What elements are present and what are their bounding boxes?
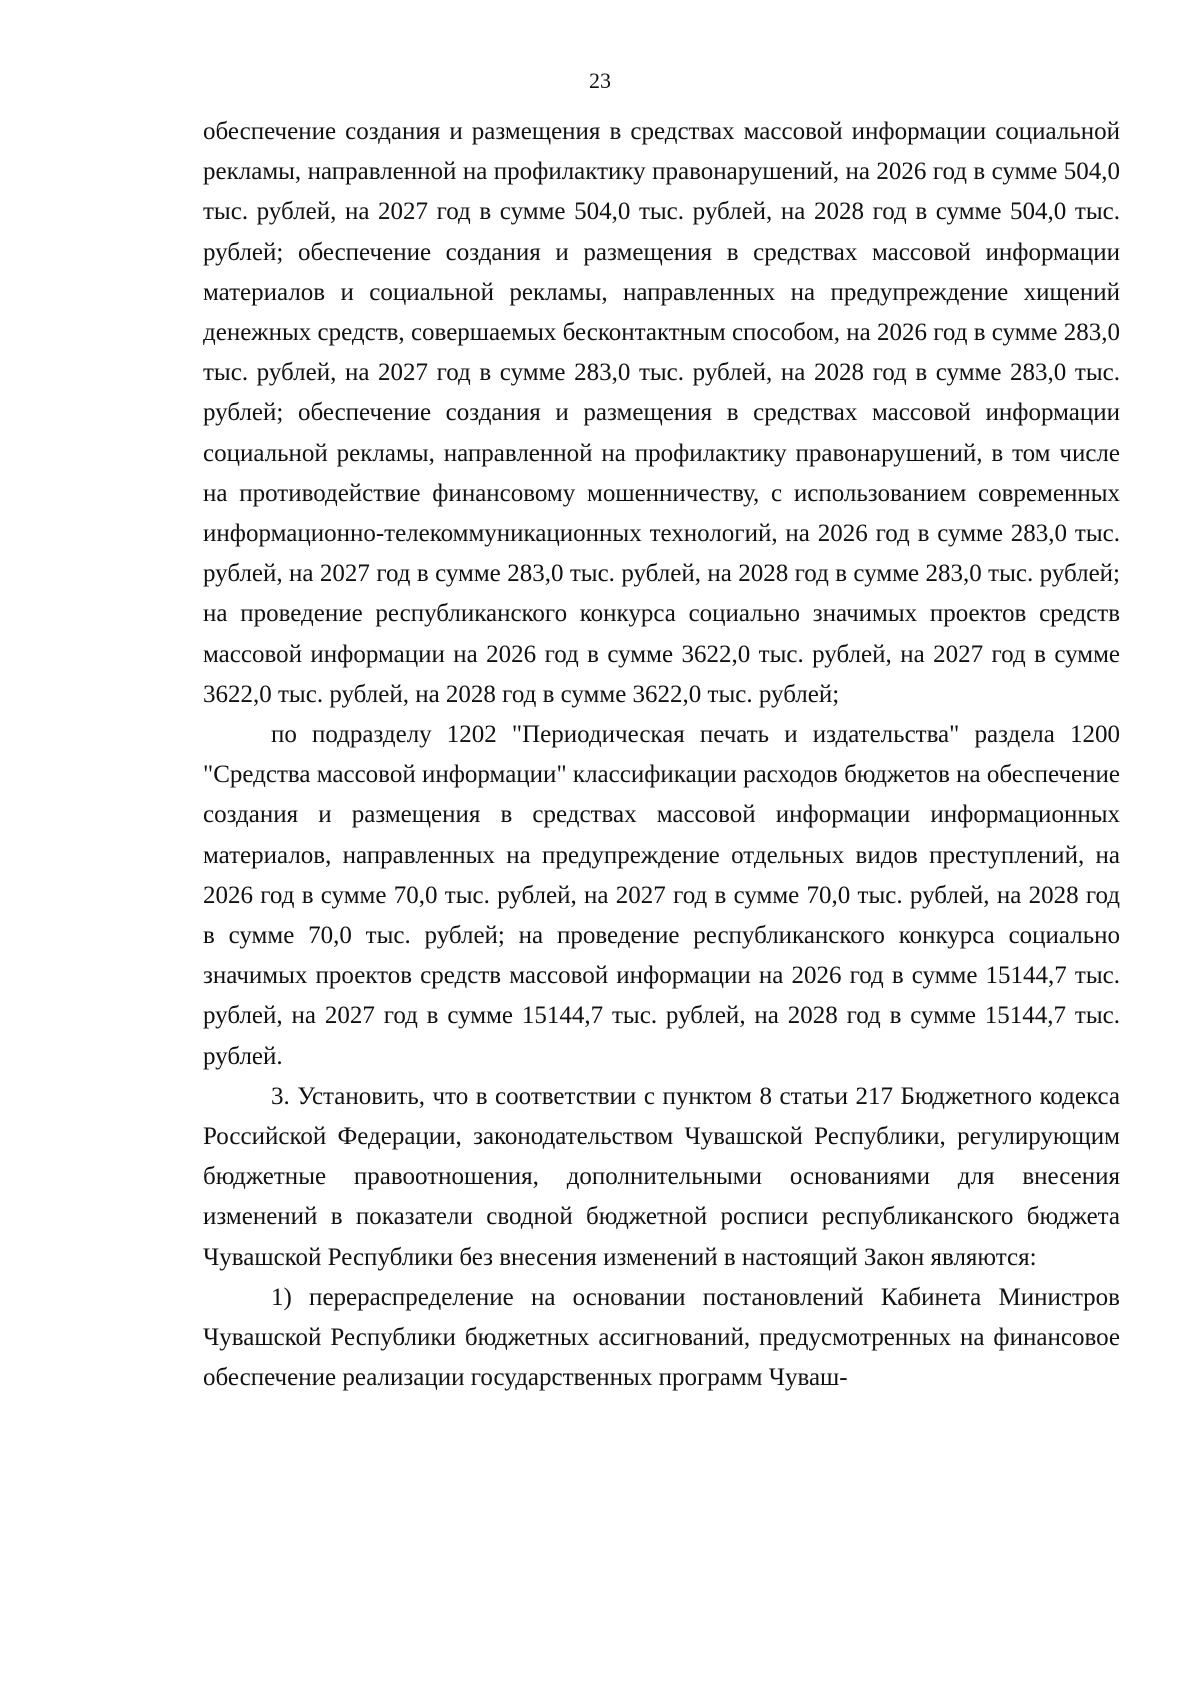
paragraph-continuation: обеспечение создания и размещения в средствах массовой информации социальной рекламы, направленной на профилактику правонарушений, на 2026 год в сумме 504,0 тыс. рублей, на 2027 год в сумме 504,0 тыс. рублей, на 2028 год в сумме 504,0 тыс. рублей; обеспечение создания и размещения в средствах массовой информации материалов и социальной рекламы, направленных на предупреждение хищений денежных средств, совершаемых бесконтактным способом, на 2026 год в сумме 283,0 тыс. рублей, на 2027 год в сумме 283,0 тыс. рублей, на 2028 год в сумме 283,0 тыс. рублей; обеспечение создания и размещения в средствах массовой информации социальной рекламы, направленной на профилактику правонарушений, в том числе на противодействие финансовому мошенничеству, с использованием современных информационно-телекоммуникационных технологий, на 2026 год в сумме 283,0 тыс. рублей, на 2027 год в сумме 283,0 тыс. рублей, на 2028 год в сумме 283,0 тыс. рублей; на проведение республиканского конкурса социально значимых проектов средств массовой информации на 2026 год в сумме 3622,0 тыс. рублей, на 2027 год в сумме 3622,0 тыс. рублей, на 2028 год в сумме 3622,0 тыс. рублей; bbox=[203, 118, 1120, 708]
paragraph-item-1: 1) перераспределение на основании постановлений Кабинета Министров Чувашской Республики бюджетных ассигнований, предусмотренных на финансовое обеспечение реализации государственных программ Чуваш- bbox=[203, 1283, 1120, 1392]
paragraph-subsection-1202: по подразделу 1202 "Периодическая печать и издательства" раздела 1200 "Средства массовой информации" классификации расходов бюджетов на обеспечение создания и размещения в средствах массовой информации информационных материалов, направленных на предупреждение отдельных видов преступлений, на 2026 год в сумме 70,0 тыс. рублей, на 2027 год в сумме 70,0 тыс. рублей, на 2028 год в сумме 70,0 тыс. рублей; на проведение республиканского конкурса социально значимых проектов средств массовой информации на 2026 год в сумме 15144,7 тыс. рублей, на 2027 год в сумме 15144,7 тыс. рублей, на 2028 год в сумме 15144,7 тыс. рублей. bbox=[203, 721, 1120, 1070]
body-text bbox=[203, 112, 1120, 1399]
paragraph-clause-3: 3. Установить, что в соответствии с пунктом 8 статьи 217 Бюджетного кодекса Российской Федерации, законодательством Чувашской Республики, регулирующим бюджетные правоотношения, дополнительными основаниями для внесения изменений в показатели сводной бюджетной росписи республиканского бюджета Чувашской Республики без внесения изменений в настоящий Закон являются: bbox=[203, 1082, 1120, 1271]
page-number: 23 bbox=[589, 68, 611, 93]
